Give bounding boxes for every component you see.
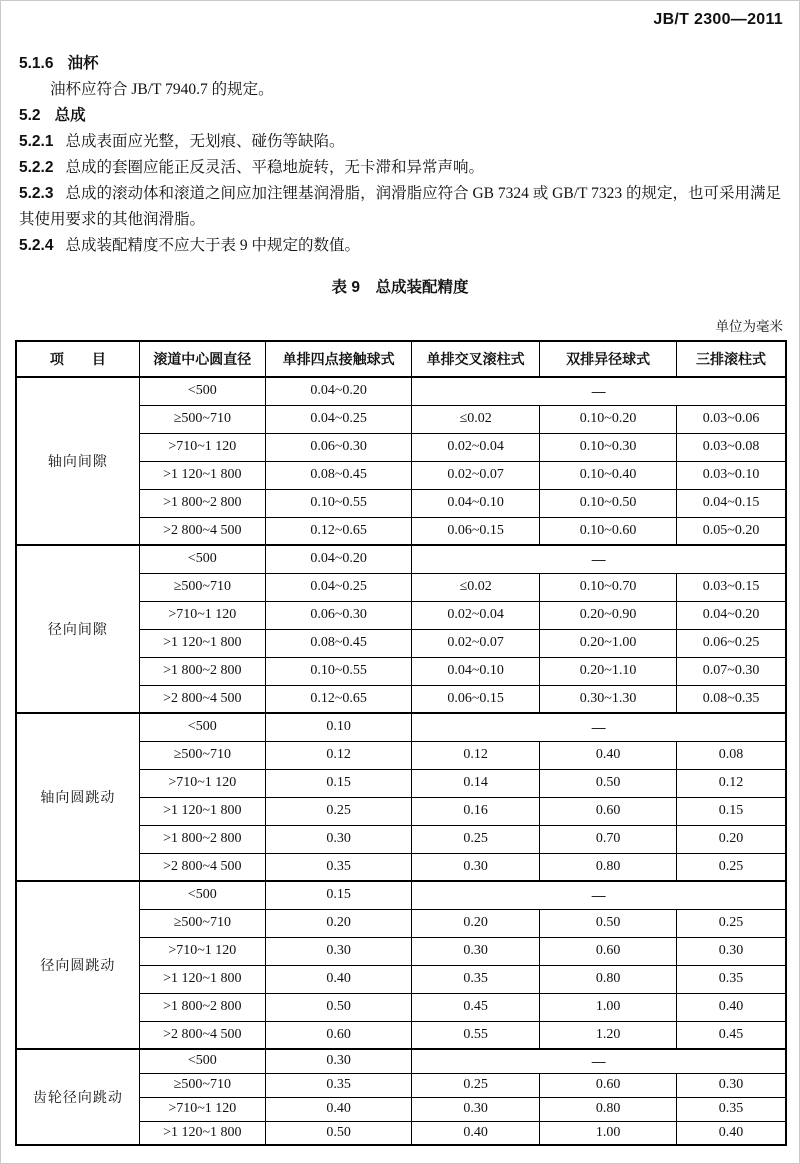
value-cell: 1.20 xyxy=(540,1021,677,1049)
row-group-label: 径向间隙 xyxy=(16,545,139,713)
value-cell: 0.35 xyxy=(265,1073,411,1097)
value-cell: 0.30 xyxy=(677,1073,786,1097)
diameter-cell: <500 xyxy=(139,1049,265,1073)
value-cell: 0.20~0.90 xyxy=(540,601,677,629)
diameter-cell: >1 800~2 800 xyxy=(139,657,265,685)
value-cell: 0.06~0.25 xyxy=(677,629,786,657)
value-cell: 0.20 xyxy=(265,909,411,937)
value-cell: 0.50 xyxy=(265,1121,411,1145)
value-cell: 0.25 xyxy=(412,1073,540,1097)
value-cell: 0.10~0.55 xyxy=(265,657,411,685)
value-cell: 0.16 xyxy=(412,797,540,825)
diameter-cell: >710~1 120 xyxy=(139,937,265,965)
clause-number: 5.2.4 xyxy=(19,237,54,254)
clause-number: 5.2 xyxy=(19,107,41,124)
diameter-cell: >2 800~4 500 xyxy=(139,517,265,545)
value-cell: 0.02~0.07 xyxy=(412,461,540,489)
value-cell: 0.30~1.30 xyxy=(540,685,677,713)
table-row xyxy=(16,377,786,405)
table-row xyxy=(16,713,786,741)
assembly-precision-table xyxy=(15,340,787,1146)
value-cell: 0.30 xyxy=(265,1049,411,1073)
value-cell: 0.10~0.60 xyxy=(540,517,677,545)
value-cell: 1.00 xyxy=(540,1121,677,1145)
clause-text: 总成表面应光整，无划痕、碰伤等缺陷。 xyxy=(65,133,345,150)
value-cell: 0.80 xyxy=(540,853,677,881)
value-cell: 0.12 xyxy=(677,769,786,797)
clause-5-2-4 xyxy=(19,233,781,259)
value-cell: 0.06~0.30 xyxy=(265,601,411,629)
value-cell: 0.20 xyxy=(677,825,786,853)
value-cell: 0.15 xyxy=(265,881,411,909)
clause-number: 5.2.2 xyxy=(19,159,54,176)
value-cell: 0.10~0.70 xyxy=(540,573,677,601)
value-cell: 0.35 xyxy=(412,965,540,993)
diameter-cell: >710~1 120 xyxy=(139,1097,265,1121)
diameter-cell: >710~1 120 xyxy=(139,433,265,461)
diameter-cell: >1 120~1 800 xyxy=(139,797,265,825)
value-cell: 0.02~0.04 xyxy=(412,433,540,461)
value-cell: 0.30 xyxy=(677,937,786,965)
value-cell: 0.10~0.50 xyxy=(540,489,677,517)
value-cell: 0.02~0.07 xyxy=(412,629,540,657)
diameter-cell: >710~1 120 xyxy=(139,601,265,629)
clause-number: 5.2.3 xyxy=(19,185,54,202)
value-cell: 0.40 xyxy=(677,1121,786,1145)
value-cell: 0.04~0.15 xyxy=(677,489,786,517)
value-cell: 0.25 xyxy=(677,909,786,937)
clause-title-text: 油杯 xyxy=(67,55,99,72)
column-header-raceway-diameter: 滚道中心圆直径 xyxy=(139,341,265,377)
body-text xyxy=(15,51,785,259)
clause-text: 总成装配精度不应大于表 9 中规定的数值。 xyxy=(65,237,360,254)
value-cell: 0.04~0.10 xyxy=(412,489,540,517)
column-header-triple-row-roller: 三排滚柱式 xyxy=(677,341,786,377)
diameter-cell: ≥500~710 xyxy=(139,573,265,601)
value-cell: 0.30 xyxy=(412,1097,540,1121)
value-cell: 0.25 xyxy=(265,797,411,825)
value-cell: 0.03~0.06 xyxy=(677,405,786,433)
diameter-cell: >2 800~4 500 xyxy=(139,685,265,713)
diameter-cell: >1 120~1 800 xyxy=(139,629,265,657)
value-cell: 0.20~1.00 xyxy=(540,629,677,657)
no-value-dash-cell: — xyxy=(412,881,786,909)
value-cell: 0.04~0.20 xyxy=(677,601,786,629)
value-cell: 0.03~0.15 xyxy=(677,573,786,601)
clause-number: 5.2.1 xyxy=(19,133,54,150)
value-cell: 0.60 xyxy=(265,1021,411,1049)
value-cell: 0.35 xyxy=(677,1097,786,1121)
diameter-cell: <500 xyxy=(139,713,265,741)
doc-number: JB/T 2300—2011 xyxy=(653,11,783,28)
value-cell: 0.10~0.20 xyxy=(540,405,677,433)
no-value-dash-cell: — xyxy=(412,377,786,405)
diameter-cell: ≥500~710 xyxy=(139,741,265,769)
value-cell: 0.04~0.20 xyxy=(265,377,411,405)
clause-5-2-heading xyxy=(19,103,781,129)
clause-5-2-2 xyxy=(19,155,781,181)
value-cell: 0.03~0.08 xyxy=(677,433,786,461)
column-header-item: 项 目 xyxy=(16,341,139,377)
table-row xyxy=(16,545,786,573)
value-cell: 0.12~0.65 xyxy=(265,685,411,713)
value-cell: 0.80 xyxy=(540,1097,677,1121)
value-cell: 0.05~0.20 xyxy=(677,517,786,545)
table-row xyxy=(16,881,786,909)
value-cell: 0.60 xyxy=(540,937,677,965)
diameter-cell: <500 xyxy=(139,881,265,909)
diameter-cell: <500 xyxy=(139,377,265,405)
unit-note: 单位为毫米 xyxy=(715,319,783,334)
clause-5-2-3 xyxy=(19,181,781,233)
no-value-dash-cell: — xyxy=(412,1049,786,1073)
value-cell: 0.04~0.20 xyxy=(265,545,411,573)
value-cell: 0.55 xyxy=(412,1021,540,1049)
value-cell: 0.14 xyxy=(412,769,540,797)
value-cell: 0.80 xyxy=(540,965,677,993)
value-cell: 0.30 xyxy=(265,937,411,965)
clause-text: 总成的套圈应能正反灵活、平稳地旋转，无卡滞和异常声响。 xyxy=(65,159,484,176)
diameter-cell: ≥500~710 xyxy=(139,405,265,433)
diameter-cell: >2 800~4 500 xyxy=(139,1021,265,1049)
value-cell: 0.70 xyxy=(540,825,677,853)
table-row xyxy=(16,1049,786,1073)
value-cell: 0.35 xyxy=(677,965,786,993)
diameter-cell: ≥500~710 xyxy=(139,909,265,937)
value-cell: 0.40 xyxy=(265,965,411,993)
value-cell: 0.04~0.25 xyxy=(265,573,411,601)
value-cell: 0.25 xyxy=(677,853,786,881)
value-cell: 0.02~0.04 xyxy=(412,601,540,629)
value-cell: 0.04~0.25 xyxy=(265,405,411,433)
value-cell: 0.12~0.65 xyxy=(265,517,411,545)
clause-5-2-1 xyxy=(19,129,781,155)
table-header-row xyxy=(16,341,786,377)
value-cell: 0.08~0.45 xyxy=(265,461,411,489)
value-cell: 0.10~0.55 xyxy=(265,489,411,517)
value-cell: 0.30 xyxy=(412,937,540,965)
clause-title-text: 总成 xyxy=(54,107,86,124)
value-cell: 0.60 xyxy=(540,1073,677,1097)
diameter-cell: >1 800~2 800 xyxy=(139,825,265,853)
clause-5-1-6-paragraph: 油杯应符合 JB/T 7940.7 的规定。 xyxy=(50,81,274,98)
value-cell: ≤0.02 xyxy=(412,573,540,601)
value-cell: 0.50 xyxy=(265,993,411,1021)
no-value-dash-cell: — xyxy=(412,545,786,573)
clause-text: 总成的滚动体和滚道之间应加注锂基润滑脂，润滑脂应符合 GB 7324 或 GB/T 7323 的规定，也可采用满足其使用要求的其他润滑脂。 xyxy=(19,185,781,228)
diameter-cell: >1 120~1 800 xyxy=(139,965,265,993)
diameter-cell: >2 800~4 500 xyxy=(139,853,265,881)
value-cell: 0.08~0.35 xyxy=(677,685,786,713)
value-cell: 0.30 xyxy=(412,853,540,881)
value-cell: 0.10~0.40 xyxy=(540,461,677,489)
row-group-label: 齿轮径向跳动 xyxy=(16,1049,139,1145)
column-header-single-row-cross-roller: 单排交叉滚柱式 xyxy=(412,341,540,377)
value-cell: 0.45 xyxy=(677,1021,786,1049)
value-cell: 0.15 xyxy=(677,797,786,825)
clause-number: 5.1.6 xyxy=(19,55,54,72)
diameter-cell: >710~1 120 xyxy=(139,769,265,797)
value-cell: 1.00 xyxy=(540,993,677,1021)
value-cell: 0.10 xyxy=(265,713,411,741)
column-header-single-row-four-point-ball: 单排四点接触球式 xyxy=(265,341,411,377)
value-cell: 0.12 xyxy=(265,741,411,769)
value-cell: 0.25 xyxy=(412,825,540,853)
value-cell: 0.04~0.10 xyxy=(412,657,540,685)
diameter-cell: <500 xyxy=(139,545,265,573)
value-cell: 0.03~0.10 xyxy=(677,461,786,489)
value-cell: 0.07~0.30 xyxy=(677,657,786,685)
value-cell: 0.10~0.30 xyxy=(540,433,677,461)
value-cell: 0.15 xyxy=(265,769,411,797)
value-cell: ≤0.02 xyxy=(412,405,540,433)
row-group-label: 轴向圆跳动 xyxy=(16,713,139,881)
diameter-cell: ≥500~710 xyxy=(139,1073,265,1097)
value-cell: 0.08~0.45 xyxy=(265,629,411,657)
diameter-cell: >1 800~2 800 xyxy=(139,993,265,1021)
value-cell: 0.12 xyxy=(412,741,540,769)
value-cell: 0.20~1.10 xyxy=(540,657,677,685)
column-header-double-row-ball: 双排异径球式 xyxy=(540,341,677,377)
table-caption: 表 9 总成装配精度 xyxy=(331,279,469,296)
value-cell: 0.50 xyxy=(540,769,677,797)
value-cell: 0.06~0.30 xyxy=(265,433,411,461)
no-value-dash-cell: — xyxy=(412,713,786,741)
value-cell: 0.60 xyxy=(540,797,677,825)
diameter-cell: >1 120~1 800 xyxy=(139,461,265,489)
value-cell: 0.20 xyxy=(412,909,540,937)
value-cell: 0.40 xyxy=(412,1121,540,1145)
value-cell: 0.06~0.15 xyxy=(412,685,540,713)
value-cell: 0.40 xyxy=(265,1097,411,1121)
value-cell: 0.06~0.15 xyxy=(412,517,540,545)
value-cell: 0.40 xyxy=(677,993,786,1021)
row-group-label: 轴向间隙 xyxy=(16,377,139,545)
value-cell: 0.50 xyxy=(540,909,677,937)
clause-5-1-6-heading xyxy=(19,51,781,77)
value-cell: 0.35 xyxy=(265,853,411,881)
value-cell: 0.45 xyxy=(412,993,540,1021)
diameter-cell: >1 800~2 800 xyxy=(139,489,265,517)
diameter-cell: >1 120~1 800 xyxy=(139,1121,265,1145)
value-cell: 0.30 xyxy=(265,825,411,853)
value-cell: 0.40 xyxy=(540,741,677,769)
row-group-label: 径向圆跳动 xyxy=(16,881,139,1049)
value-cell: 0.08 xyxy=(677,741,786,769)
